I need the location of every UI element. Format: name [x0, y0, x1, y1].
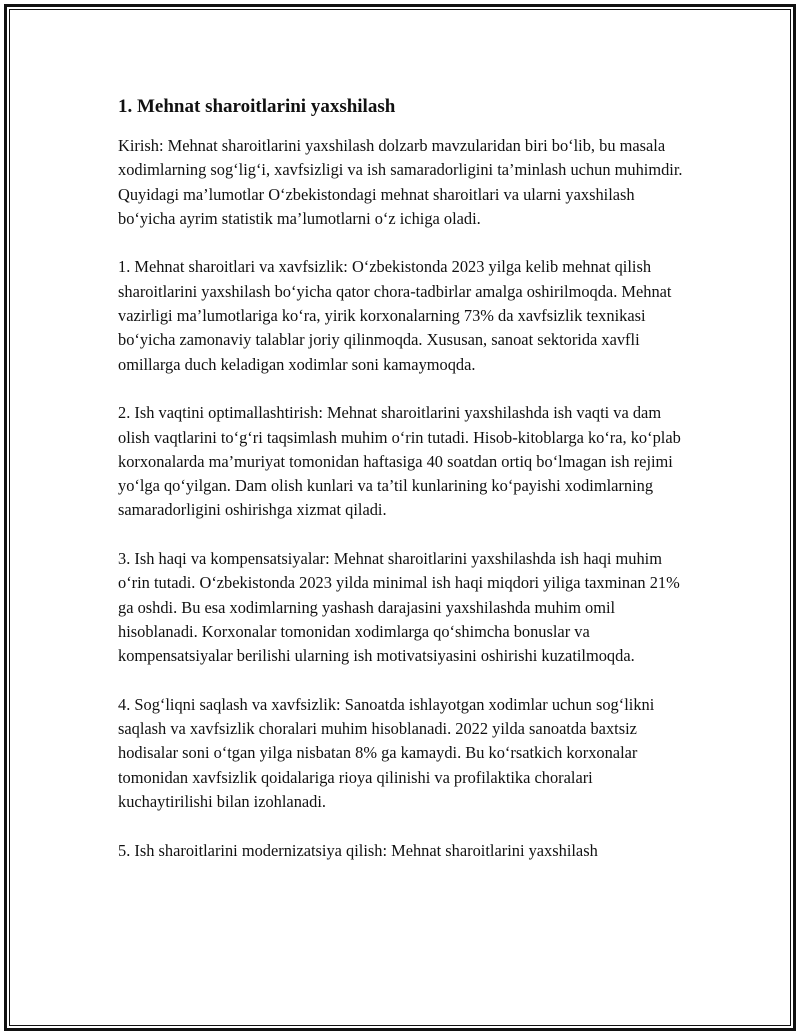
paragraph-safety: 1. Mehnat sharoitlari va xavfsizlik: O‘zbekistonda 2023 yilga kelib mehnat qilish sharoitlarini yaxshilash bo‘yicha qator chora-tadbirlar amalga oshirilmoqda. Mehnat vazirligi ma’lumotlariga ko‘ra, yirik korxonalarning 73% da xavfsizlik texnikasi bo‘yicha zamonaviy talablar joriy qilinmoqda. Xususan, sanoat sektorida xavfli omillarga duch keladigan xodimlar soni kamaymoqda.: [118, 257, 672, 374]
paragraph-modernization: 5. Ish sharoitlarini modernizatsiya qilish: Mehnat sharoitlarini yaxshilash: [118, 840, 598, 860]
paragraph-work-hours: 2. Ish vaqtini optimallashtirish: Mehnat sharoitlarini yaxshilashda ish vaqti va dam olish vaqtlarini to‘g‘ri taqsimlash muhim o‘rin tutadi. Hisob-kitoblarga ko‘ra, ko‘plab korxonalarda ma’muriyat tomonidan haftasiga 40 soatdan ortiq bo‘lmagan ish rejimi yo‘lga qo‘yilgan. Dam olish kunlari va ta’til kunlarining ko‘payishi xodimlarning samaradorligini oshirishga xizmat qiladi.: [118, 403, 681, 520]
document-title: 1. Mehnat sharoitlarini yaxshilash: [118, 96, 396, 117]
paragraph-wages: 3. Ish haqi va kompensatsiyalar: Mehnat sharoitlarini yaxshilashda ish haqi muhim o‘rin tutadi. O‘zbekistonda 2023 yilda minimal ish haqi miqdori yiliga taxminan 21% ga oshdi. Bu esa xodimlarning yashash darajasini yaxshilashda muhim omil hisoblanadi. Korxonalar tomonidan xodimlarga qo‘shimcha bonuslar va kompensatsiyalar berilishi ularning ish motivatsiyasini oshirishi kuzatilmoqda.: [118, 549, 680, 666]
paragraph-health: 4. Sog‘liqni saqlash va xavfsizlik: Sanoatda ishlayotgan xodimlar uchun sog‘likni saqlash va xavfsizlik choralari muhim hisoblanadi. 2022 yilda sanoatda baxtsiz hodisalar soni o‘tgan yilga nisbatan 8% ga kamaydi. Bu ko‘rsatkich korxonalar tomonidan xavfsizlik qoidalariga rioya qilinishi va profilaktika choralari kuchaytirilishi bilan izohlanadi.: [118, 694, 655, 812]
document-body: [118, 94, 684, 887]
paragraph-introduction: Kirish: Mehnat sharoitlarini yaxshilash dolzarb mavzularidan biri bo‘lib, bu masala xodimlarning sog‘lig‘i, xavfsizligi va ish samaradorligini ta’minlash uchun muhimdir. Quyidagi ma’lumotlar O‘zbekistondagi mehnat sharoitlari va ularni yaxshilash bo‘yicha ayrim statistik ma’lumotlarni o‘z ichiga oladi.: [118, 136, 683, 228]
